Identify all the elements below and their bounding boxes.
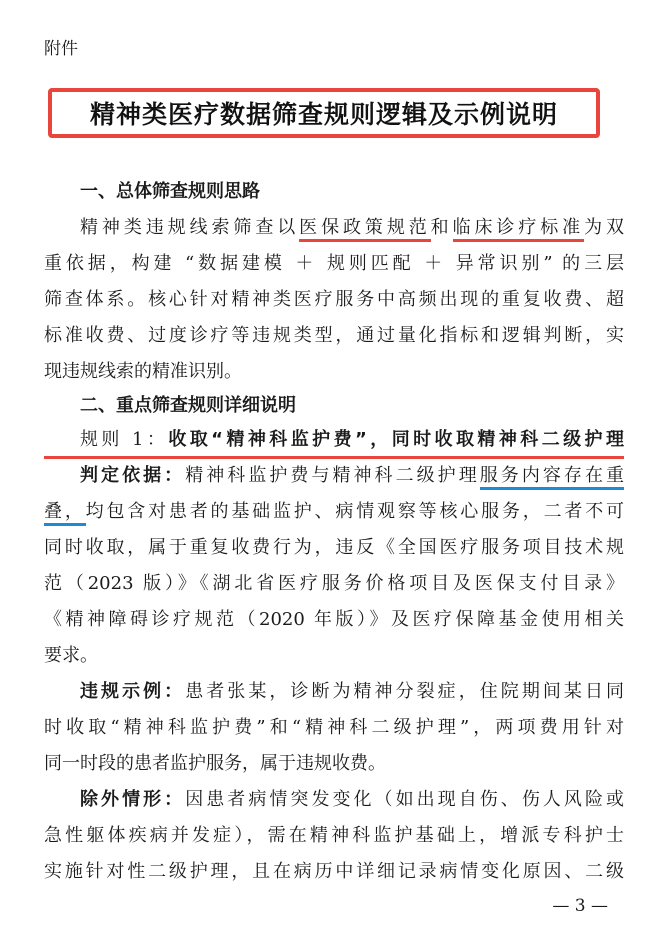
text-segment: 精神科监护费与精神科二级护理 <box>185 465 480 486</box>
exception-line-1 <box>44 782 624 818</box>
highlight-clinical: 临床诊疗标准 <box>453 217 585 242</box>
text-segment: 和 <box>430 217 453 238</box>
basis-label: 判定依据： <box>80 465 186 486</box>
section1-line-3: 筛查体系。核心针对精神类医疗服务中高频出现的重复收费、超 <box>44 289 624 310</box>
exception-label: 除外情形： <box>80 789 186 810</box>
basis-line-1 <box>44 458 624 494</box>
example-line-1 <box>44 674 624 710</box>
basis-line-6: 要求。 <box>44 645 98 666</box>
section1-line-5: 现违规线索的精准识别。 <box>44 361 242 382</box>
section1-heading: 一、总体筛查规则思路 <box>80 181 260 202</box>
text-segment: 为双 <box>584 217 625 238</box>
text-segment: 均包含对患者的基础监护、病情观察等核心服务，二者不可 <box>85 501 625 522</box>
exception-line-2: 急性躯体疾病并发症），需在精神科监护基础上，增派专科护士 <box>44 825 624 846</box>
example-line-3: 同一时段的患者监护服务，属于违规收费。 <box>44 753 386 774</box>
basis-line-4: 范（2023 版）》《湖北省医疗服务价格项目及医保支付目录》 <box>44 573 624 594</box>
exception-line-3: 实施针对性二级护理，且在病历中详细记录病情变化原因、二级 <box>44 861 624 882</box>
text-segment: 患者张某，诊断为精神分裂症，住院期间某日同 <box>185 681 625 702</box>
attachment-label: 附件 <box>44 39 78 59</box>
section1-line-2: 重依据，构建 “数据建模 ＋ 规则匹配 ＋ 异常识别” 的三层 <box>44 253 624 274</box>
example-line-2: 时收取“精神科监护费”和“精神科二级护理”，两项费用针对 <box>44 717 624 738</box>
rule1-line <box>44 422 624 459</box>
basis-line-3: 同时收取，属于重复收费行为，违反《全国医疗服务项目技术规 <box>44 537 624 558</box>
section1-line-1 <box>44 210 624 246</box>
document-title-box <box>48 88 600 138</box>
section2-heading: 二、重点筛查规则详细说明 <box>80 395 296 416</box>
text-segment: 因患者病情突发变化（如出现自伤、伤人风险或 <box>185 789 625 810</box>
highlight-policy: 医保政策规范 <box>299 217 431 242</box>
text-segment: 精神类违规线索筛查以 <box>80 217 300 238</box>
highlight-overlap-end: 叠， <box>44 501 86 526</box>
basis-line-2 <box>44 494 624 530</box>
document-title: 精神类医疗数据筛查规则逻辑及示例说明 <box>89 100 558 129</box>
rule1-text: 收取“精神科监护费”，同时收取精神科二级护理 <box>168 429 624 450</box>
basis-line-5: 《精神障碍诊疗规范（2020 年版）》及医疗保障基金使用相关 <box>44 609 624 630</box>
example-label: 违规示例： <box>80 681 186 702</box>
page-number: — 3 — <box>552 896 608 916</box>
rule1-label: 规则 1： <box>80 429 169 450</box>
highlight-overlap: 服务内容存在重 <box>480 465 624 490</box>
section1-line-4: 标准收费、过度诊疗等违规类型，通过量化指标和逻辑判断，实 <box>44 325 624 346</box>
